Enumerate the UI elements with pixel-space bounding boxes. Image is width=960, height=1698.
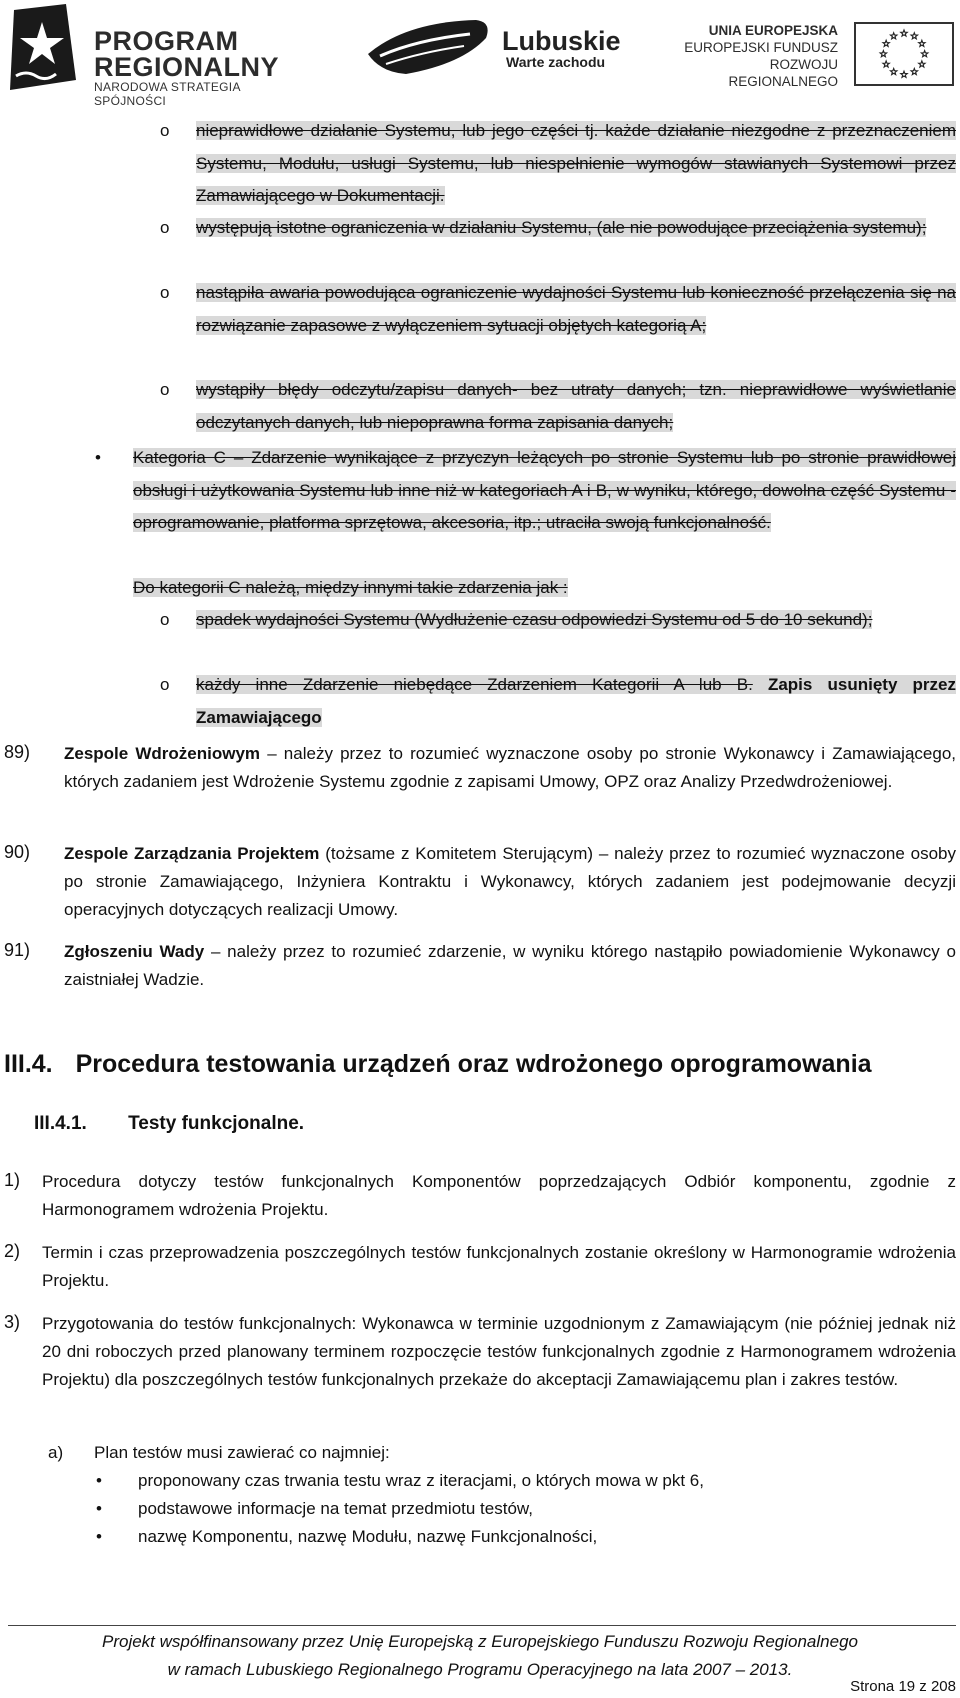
plan-bullet: podstawowe informacje na temat przedmiotu testów, bbox=[138, 1499, 533, 1518]
procedure-item-1: Procedura dotyczy testów funkcjonalnych Komponentów poprzedzających Odbiór komponentu, zgodnie z Harmonogramem wdrożenia Projektu. bbox=[42, 1172, 956, 1219]
bullet-marker: • bbox=[96, 1527, 102, 1546]
page-footer bbox=[0, 1628, 960, 1684]
lubuskie-name: Lubuskie bbox=[502, 26, 621, 56]
eu-star-icon bbox=[921, 51, 927, 57]
eu-line-2: EUROPEJSKI FUNDUSZ bbox=[684, 40, 838, 55]
eu-text bbox=[668, 22, 838, 90]
list-item bbox=[0, 604, 960, 669]
definition-term: Zgłoszeniu Wady bbox=[64, 942, 205, 961]
list-item bbox=[0, 115, 960, 212]
definition-90 bbox=[64, 840, 956, 924]
plan-intro: Plan testów musi zawierać co najmniej: bbox=[94, 1443, 390, 1462]
lubuskie-slogan: Warte zachodu bbox=[506, 54, 606, 70]
subsection-heading bbox=[34, 1113, 304, 1135]
sub-marker: o bbox=[160, 283, 170, 302]
footer-line-2: w ramach Lubuskiego Regionalnego Programu Operacyjnego na lata 2007 – 2013. bbox=[167, 1660, 793, 1679]
definition-text: – należy przez to rozumieć wyznaczone osoby po stronie Wykonawcy i Zamawiającego, których zadaniem jest Wdrożenie Systemu zgodnie z zapisami Umowy, OPZ oraz Analizy Przedwdrożeniowej. bbox=[64, 744, 956, 791]
eu-star-icon bbox=[919, 61, 925, 67]
bullet-marker: • bbox=[96, 1471, 102, 1490]
lubuskie-logo bbox=[366, 12, 621, 82]
list-item-text: nastąpiła awaria powodująca ograniczenie wydajności Systemu lub konieczność przełączenia się na rozwiązanie zapasowe z wyłączeniem sytuacji objętych kategorią A; bbox=[196, 283, 956, 335]
definition-91 bbox=[64, 938, 956, 994]
eu-star-icon bbox=[901, 71, 907, 77]
program-regionalny-logo bbox=[6, 4, 306, 108]
removed-note: Zapis usunięty przez Zamawiającego bbox=[196, 675, 956, 727]
definition-number: 90) bbox=[4, 842, 31, 862]
footer-divider bbox=[8, 1625, 956, 1626]
eu-flag-icon bbox=[854, 22, 954, 86]
footer-line-1: Projekt współfinansowany przez Unię Europejską z Europejskiego Funduszu Rozwoju Regionalnego bbox=[102, 1632, 858, 1651]
lubuskie-wing-icon bbox=[366, 12, 496, 82]
nss-subtitle: NARODOWA STRATEGIA SPÓJNOŚCI bbox=[94, 80, 241, 108]
list-item bbox=[0, 277, 960, 374]
list-item bbox=[0, 212, 960, 277]
eu-star-icon bbox=[890, 33, 896, 39]
sub-marker: o bbox=[160, 380, 170, 399]
eu-star-icon bbox=[890, 68, 896, 74]
definition-term: Zespole Wdrożeniowym bbox=[64, 744, 261, 763]
eu-star-icon bbox=[911, 33, 917, 39]
procedure-number: 1) bbox=[4, 1170, 21, 1190]
definition-term: Zespole Zarządzania Projektem bbox=[64, 844, 320, 863]
plan-letter: a) bbox=[48, 1443, 64, 1462]
list-item-text: występują istotne ograniczenia w działaniu Systemu, (ale nie powodujące przeciążenia systemu); bbox=[196, 218, 927, 237]
section-number: III.4. bbox=[4, 1050, 53, 1078]
definition-number: 89) bbox=[4, 742, 31, 762]
program-word: PROGRAM bbox=[94, 26, 239, 56]
eu-star-icon bbox=[880, 51, 886, 57]
eu-line-3: ROZWOJU REGIONALNEGO bbox=[728, 57, 838, 89]
procedure-item-2: Termin i czas przeprowadzenia poszczególnych testów funkcjonalnych zostanie określony w Harmonogramie wdrożenia Projektu. bbox=[42, 1243, 956, 1290]
list-item bbox=[0, 669, 960, 734]
list-item-text: nieprawidłowe działanie Systemu, lub jego części tj. każde działanie niezgodne z przeznaczeniem Systemu, Modułu, usługi Systemu, lub niespełnienie wymogów stawianych Systemowi przez Zamawiającego w Dokumentacji. bbox=[196, 121, 956, 205]
procedure-item-3: Przygotowania do testów funkcjonalnych: Wykonawca w terminie uzgodnionym z Zamawiającym (nie później jednak niż 20 dni roboczych przed planowany terminem rozpoczęcie testów funkcjonalnych zgodnie z Harmonogramem wdrożenia Projektu) dla poszczególnych testów funkcjonalnych przekaże do akceptacji Zamawiającemu plan i zakres testów. bbox=[42, 1314, 956, 1389]
list-item-text: spadek wydajności Systemu (Wydłużenie czasu odpowiedzi Systemu od 5 do 10 sekund); bbox=[196, 610, 873, 629]
regionalny-word: REGIONALNY bbox=[94, 52, 280, 82]
bullet-marker: • bbox=[95, 448, 101, 467]
eu-logo bbox=[668, 20, 958, 90]
section-heading bbox=[4, 1050, 872, 1079]
page-number: Strona 19 z 208 bbox=[850, 1678, 956, 1695]
eu-star-icon bbox=[883, 61, 889, 67]
definition-text: – należy przez to rozumieć zdarzenie, w wyniku którego nastąpiło powiadomienie Wykonawcy o zaistniałej Wadzie. bbox=[64, 942, 956, 989]
sub-marker: o bbox=[160, 121, 170, 140]
plan-bullet: nazwę Komponentu, nazwę Modułu, nazwę Funkcjonalności, bbox=[138, 1527, 598, 1546]
definition-89 bbox=[64, 740, 956, 796]
bullet-marker: • bbox=[96, 1499, 102, 1518]
sub-marker: o bbox=[160, 610, 170, 629]
subsection-number: III.4.1. bbox=[34, 1113, 87, 1134]
list-item-text: każdy inne Zdarzenie niebędące Zdarzeniem Kategorii A lub B. bbox=[196, 675, 753, 694]
eu-line-1: UNIA EUROPEJSKA bbox=[708, 23, 838, 38]
section-title: Procedura testowania urządzeń oraz wdrożonego oprogramowania bbox=[75, 1050, 872, 1078]
definition-text: (tożsame z Komitetem Sterującym) – należy przez to rozumieć wyznaczone osoby po stronie Zamawiającego, Inżyniera Kontraktu i Wykonawcy, których zadaniem jest podejmowanie decyzji operacyjnych dotyczących realizacji Umowy. bbox=[64, 844, 956, 919]
definition-number: 91) bbox=[4, 940, 31, 960]
page-header bbox=[0, 0, 960, 108]
plan-bullet: proponowany czas trwania testu wraz z iteracjami, o których mowa w pkt 6, bbox=[138, 1471, 704, 1490]
eu-star-icon bbox=[911, 68, 917, 74]
procedure-number: 2) bbox=[4, 1241, 21, 1261]
sub-marker: o bbox=[160, 218, 170, 237]
kategoria-c-text: Kategoria C – Zdarzenie wynikające z przyczyn leżących po stronie Systemu lub po stronie prawidłowej obsługi i użytkowania Systemu lub inne niż w kategoriach A i B, w wyniku, którego, dowolna część Systemu - oprogramowanie, platforma sprzętowa, akcesoria, itp.; utraciła swoją funkcjonalność. bbox=[133, 448, 956, 532]
star-logo-icon bbox=[6, 4, 78, 94]
list-item bbox=[0, 374, 960, 439]
list-item-text: wystąpiły błędy odczytu/zapisu danych- bez utraty danych; tzn. nieprawidłowe wyświetlanie odczytanych danych, lub niepoprawna forma zapisania danych; bbox=[196, 380, 956, 432]
eu-star-icon bbox=[901, 30, 907, 36]
eu-star-icon bbox=[919, 40, 925, 46]
sub-marker: o bbox=[160, 675, 170, 694]
procedure-number: 3) bbox=[4, 1312, 21, 1332]
kategoria-c-intro: Do kategorii C należą, między innymi takie zdarzenia jak : bbox=[133, 578, 568, 597]
eu-star-icon bbox=[883, 40, 889, 46]
subsection-title: Testy funkcjonalne. bbox=[128, 1113, 305, 1134]
